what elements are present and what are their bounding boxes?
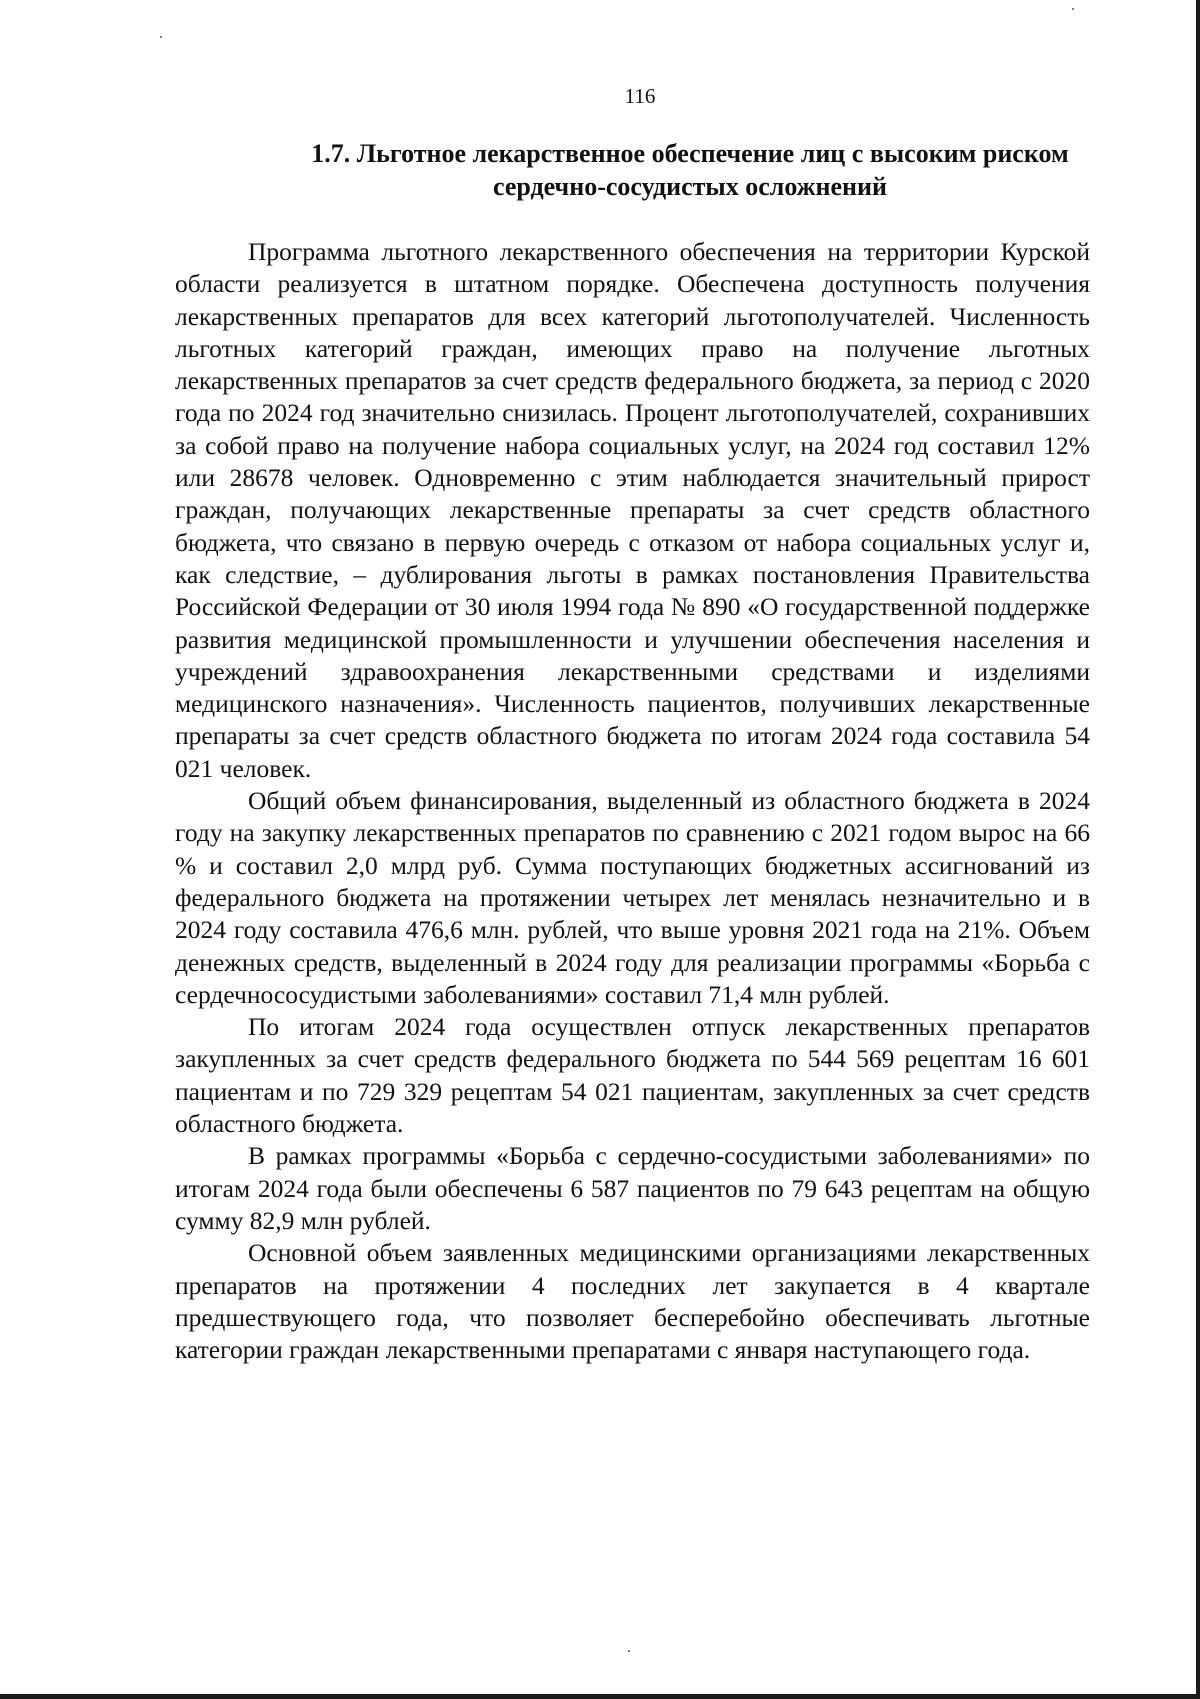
section-title	[240, 137, 1140, 203]
document-body	[175, 236, 1090, 1366]
paragraph: По итогам 2024 года осуществлен отпуск лекарственных препаратов закупленных за счет средств федерального бюджета по 544 569 рецептам 16 601 пациентам и по 729 329 рецептам 54 021 пациентам, закупленных за счет средств областного бюджета.	[175, 1012, 1090, 1139]
paragraph: Программа льготного лекарственного обеспечения на территории Курской области реализуется в штатном порядке. Обеспечена доступность получения лекарственных препаратов для всех категорий льготополучателей. Численность льготных категорий граждан, имеющих право на получение льготных лекарственных препаратов за счет средств федерального бюджета, за период с 2020 года по 2024 год значительно снизилась. Процент льготополучателей, сохранивших за собой право на получение набора социальных услуг, на 2024 год составил 12% или 28678 человек. Одновременно с этим наблюдается значительный прирост граждан, получающих лекарственные препараты за счет средств областного бюджета, что связано в первую очередь с отказом от набора социальных услуг и, как следствие, – дублирования льготы в рамках постановления Правительства Российской Федерации от 30 июля 1994 года № 890 «О государственной поддержке развития медицинской промышленности и улучшении обеспечения населения и учреждений здравоохранения лекарственными средствами и изделиями медицинского назначения». Численность пациентов, получивших лекарственные препараты за счет средств областного бюджета по итогам 2024 года составила 54 021 человек.	[175, 237, 1090, 783]
scan-speck	[628, 1650, 630, 1652]
section-title-line: сердечно-сосудистых осложнений	[493, 172, 887, 201]
scan-border-right	[1196, 0, 1200, 1699]
scan-speck	[1072, 8, 1074, 10]
paragraph: В рамках программы «Борьба с сердечно-сосудистыми заболеваниями» по итогам 2024 года были обеспечены 6 587 пациентов по 79 643 рецептам на общую сумму 82,9 млн рублей.	[175, 1141, 1090, 1235]
section-title-line: 1.7. Льготное лекарственное обеспечение лиц с высоким риском	[311, 139, 1069, 168]
page-number: 116	[624, 84, 656, 108]
paragraph: Основной объем заявленных медицинскими организациями лекарственных препаратов на протяжении 4 последних лет закупается в 4 квартале предшествующего года, что позволяет бесперебойно обеспечивать льготные категории граждан лекарственными препаратами с января наступающего года.	[175, 1238, 1090, 1365]
paragraph: Общий объем финансирования, выделенный из областного бюджета в 2024 году на закупку лекарственных препаратов по сравнению с 2021 годом вырос на 66 % и составил 2,0 млрд руб. Сумма поступающих бюджетных ассигнований из федерального бюджета на протяжении четырех лет менялась незначительно и в 2024 году составила 476,6 млн. рублей, что выше уровня 2021 года на 21%. Объем денежных средств, выделенный в 2024 году для реализации программы «Борьба с сердечнососудистыми заболеваниями» составил 71,4 млн рублей.	[175, 786, 1090, 1009]
scan-border-bottom	[0, 1694, 1200, 1699]
scan-speck	[160, 36, 162, 38]
